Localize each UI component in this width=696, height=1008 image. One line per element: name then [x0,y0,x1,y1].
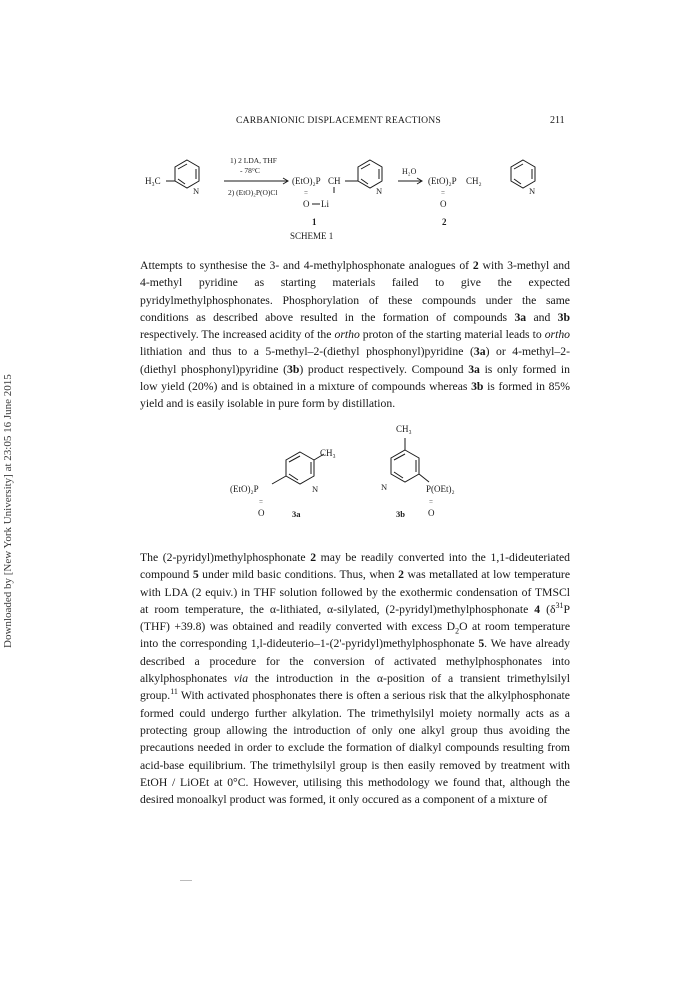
structure-3b-methyl: CH₃ [396,424,412,434]
structure-3a-nitrogen: N [312,484,319,494]
structure-3b-label: 3b [396,509,405,519]
paragraph-1: Attempts to synthesise the 3- and 4-methylphosphonate analogues of 2 with 3-methyl and 4-methyl pyridine as starting materials failed to give the expected pyridylmethylphosphonates. Phosphorylation of these compounds under the same conditions as described above resulted in the formation of compounds 3a and 3b respectively. The increased acidity of the ortho proton of the starting material leads to ortho lithiation and thus to a 5-methyl–2-(diethyl phosphonyl)pyridine (3a) or 4-methyl–2-(diethyl phosphonyl)pyridine (3b) product respectively. Compound 3a is only formed in low yield (20%) and is obtained in a mixture of compounds whereas 3b is formed in 85% yield and is easily isolable in pure form by distillation. [140,259,571,411]
product-phosphonate: (EtO)₂P [428,176,457,186]
structure-3a-ring [286,452,314,484]
page-header [0,115,696,133]
reagent-water: H₂O [402,167,417,176]
scheme-caption: SCHEME 1 [290,231,334,241]
intermediate-lithium: Li [321,199,329,209]
scan-mark [180,880,192,881]
compound-label-2: 2 [442,217,447,227]
compound-label-1: 1 [312,217,317,227]
structure-3b-nitrogen: N [381,482,388,492]
product-ch2: CH₂ [466,176,482,186]
structure-3a-phosphonate: (EtO)₂P [230,484,259,494]
reagent-step-1-temperature: - 78°C [240,166,260,175]
download-watermark [2,150,20,650]
structure-3b-phosphonate: P(OEt)₂ [426,484,455,494]
intermediate-ch: CH [328,176,341,186]
intermediate-phosphonate: (EtO)₂P [292,176,321,186]
scheme-1 [140,147,580,252]
structure-3b-double-bond: = [429,498,433,506]
paragraph-2: The (2-pyridyl)methylphosphonate 2 may be readily converted into the 1,1-dideuteriated compound 5 under mild basic conditions. Thus, when 2 was metallated at low temperature with LDA (2 equiv.) in THF solution followed by the exothermic condensation of TMSCl at room temperature, the α-lithiated, α-silylated, (2-pyridyl)methylphosphonate 4 ($\delta^{31}P$ (THF) +39.8) was obtained and readily converted with excess $D_2O$ at room temperature into the corresponding 1,l-dideuterio–1-(2'-pyridyl)methylphosphonate 5. We have already described a procedure for the conversion of activated methylphosphonates into alkylphosphonates via the introduction in the α-position of a transient trimethylsilyl group.$^{11}$ With activated phosphonates there is often a serious risk that the alkylphosphonate formed could undergo further alkylation. The trimethylsilyl moiety normally acts as a protecting group allowing the introduction of only one alkyl group thus avoiding the precautions needed in order to exclude the formation of dialkyl compounds resulting from acid-base equilibrium. The trimethylsilyl group is then easily removed by treatment with EtOH / LiOEt at 0°C. However, utilising this methodology we found that, although the desired monoalkyl product was formed, it only occured as a component of a mixture of [140,551,571,807]
structures-drawing [200,412,520,542]
product-oxygen: O [440,199,447,209]
intermediate-oxygen: O [303,199,310,209]
reagent-step-1: 1) 2 LDA, THF [230,156,277,165]
intermediate-double-bond: = [304,189,308,197]
structure-3b-oxygen: O [428,508,435,518]
structures-3a-3b [200,412,520,542]
reagent-step-2: 2) (EtO)₂P(O)Cl [228,188,278,197]
reactant-nitrogen: N [193,186,200,196]
scheme-1-drawing [140,147,580,252]
product-double-bond: = [441,189,445,197]
page-number: 211 [550,115,565,126]
product-nitrogen: N [529,186,536,196]
structure-3a-oxygen: O [258,508,265,518]
download-watermark-text: Downloaded by [New York University] at 23:05 16 June 2015 [2,374,14,648]
structure-3a-double-bond: = [259,498,263,506]
reactant-methyl: H₃C [145,176,161,186]
structure-3a-methyl: CH₃ [320,448,336,458]
running-head: CARBANIONIC DISPLACEMENT REACTIONS [236,115,441,126]
structure-3a-label: 3a [292,509,301,519]
intermediate-nitrogen: N [376,186,383,196]
structure-3b-ring [391,450,419,482]
